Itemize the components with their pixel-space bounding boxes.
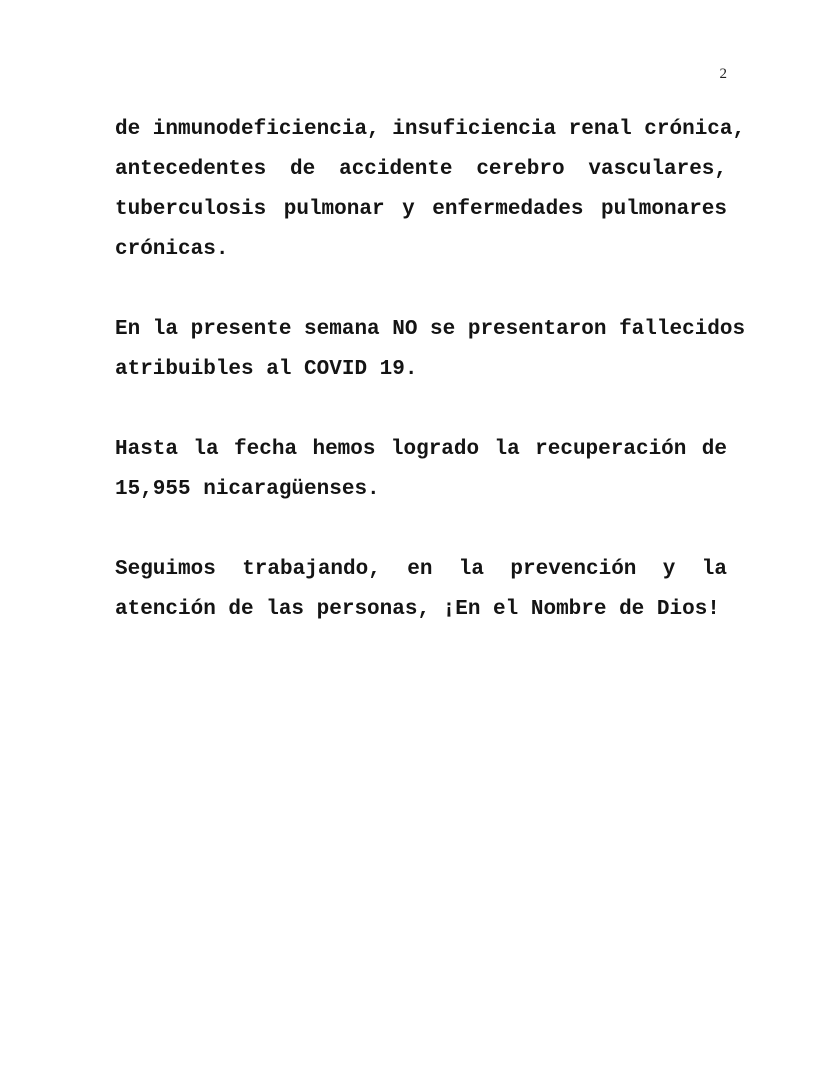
text-line: atención de las personas, ¡En el Nombre de Dios! xyxy=(115,598,720,621)
text-line: Seguimos trabajando, en la prevención y la xyxy=(115,558,727,581)
text-line: de inmunodeficiencia, insuficiencia renal crónica, xyxy=(115,118,746,141)
paragraph-comorbidities xyxy=(115,110,746,270)
paragraph-closing xyxy=(115,550,727,630)
page-number: 2 xyxy=(719,66,727,82)
text-line: atribuibles al COVID 19. xyxy=(115,358,418,381)
paragraph-deaths xyxy=(115,310,746,390)
document-body xyxy=(115,110,746,670)
text-line: Hasta la fecha hemos logrado la recuperación de xyxy=(115,438,727,461)
paragraph-recoveries xyxy=(115,430,727,510)
text-line: tuberculosis pulmonar y enfermedades pulmonares xyxy=(115,198,727,221)
text-line: crónicas. xyxy=(115,238,229,261)
text-line: En la presente semana NO se presentaron fallecidos xyxy=(115,318,746,341)
text-line: antecedentes de accidente cerebro vasculares, xyxy=(115,158,727,181)
text-line: 15,955 nicaragüenses. xyxy=(115,478,380,501)
